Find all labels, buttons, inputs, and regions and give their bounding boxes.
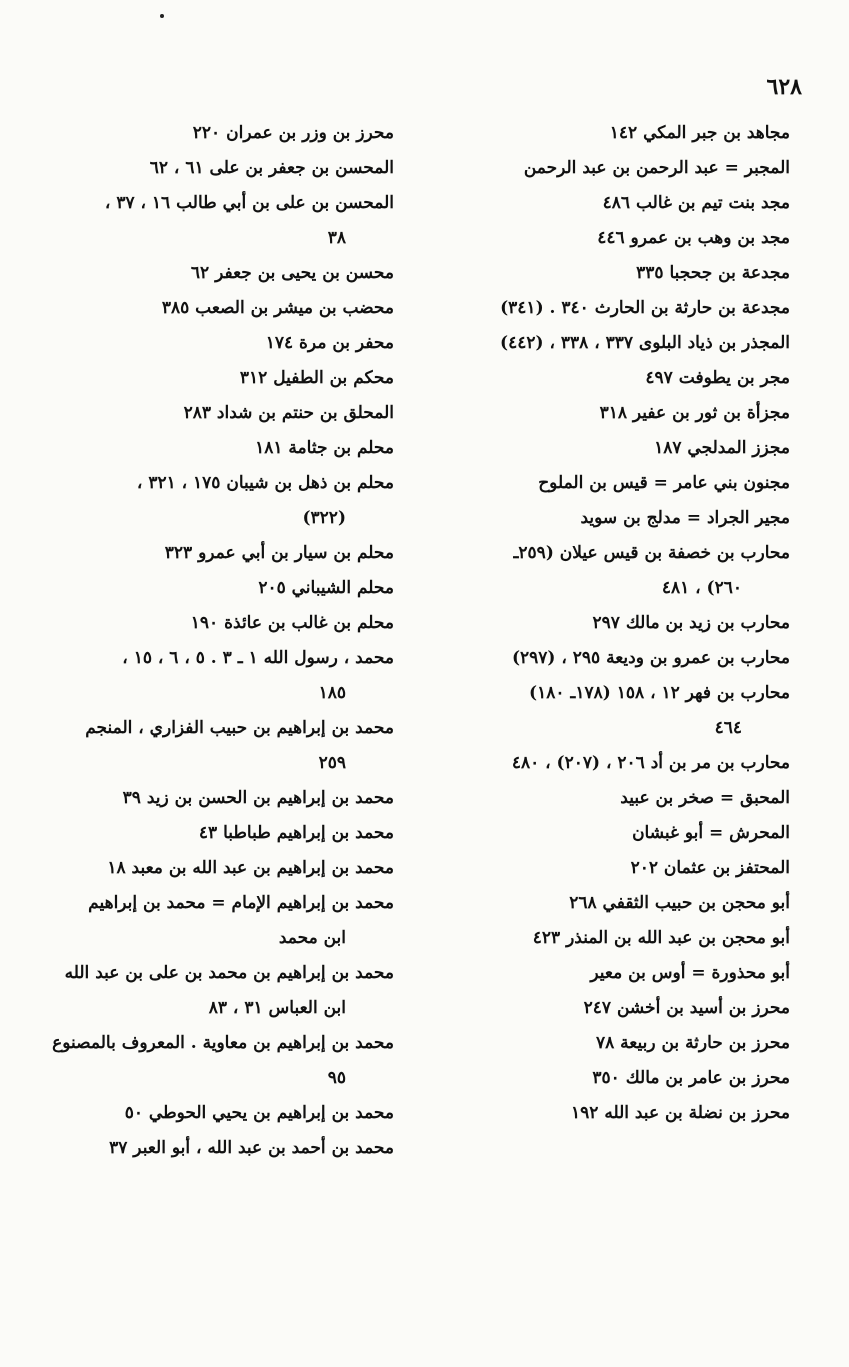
index-entry: محسن بن يحيى بن جعفر ٦٢: [190, 263, 394, 283]
index-entry: مجزأة بن ثور بن عفير ٣١٨: [599, 403, 790, 423]
index-entry: المحلق بن حنتم بن شداد ٢٨٣: [183, 403, 394, 423]
print-speck: [160, 14, 164, 18]
index-entry: محارب بن مر بن أد ٢٠٦ ، (٢٠٧) ، ٤٨٠: [511, 753, 790, 773]
index-entry-continuation: ابن محمد: [278, 928, 346, 948]
index-entry: محلم بن جثامة ١٨١: [255, 438, 394, 458]
index-entry-continuation: ٤٦٤: [714, 718, 742, 738]
index-entry: محارب بن فهر ١٢ ، ١٥٨ (١٧٨ـ ١٨٠): [529, 683, 790, 703]
page-number: ٦٢٨: [766, 74, 802, 100]
index-entry: أبو محذورة = أوس بن معير: [590, 963, 790, 983]
index-column-right: [464, 116, 790, 1131]
index-entry: محارب بن زيد بن مالك ٢٩٧: [592, 613, 790, 633]
index-entry: محمد بن إبراهيم بن حبيب الفزاري ، المنجم: [85, 718, 394, 738]
index-entry-continuation: ٢٥٩: [318, 753, 346, 773]
index-entry-continuation: ٩٥: [327, 1068, 346, 1088]
index-entry-continuation: ٣٨: [327, 228, 346, 248]
index-entry: المجذر بن ذياد البلوى ٣٣٧ ، ٣٣٨ ، (٤٤٢): [500, 333, 790, 353]
index-column-left: [52, 116, 394, 1166]
index-entry: مجد بن وهب بن عمرو ٤٤٦: [597, 228, 790, 248]
index-entry: محمد بن إبراهيم بن يحيي الحوطي ٥٠: [124, 1103, 394, 1123]
index-entry: محلم بن غالب بن عائذة ١٩٠: [190, 613, 394, 633]
index-entry: مجد بنت تيم بن غالب ٤٨٦: [602, 193, 790, 213]
index-entry: محلم بن ذهل بن شيبان ١٧٥ ، ٣٢١ ،: [136, 473, 394, 493]
index-entry: أبو محجن بن عبد الله بن المنذر ٤٢٣: [532, 928, 790, 948]
index-entry: مجنون بني عامر = قيس بن الملوح: [538, 473, 790, 493]
index-entry: مجير الجراد = مدلج بن سويد: [580, 508, 790, 528]
index-entry: محمد بن إبراهيم الإمام = محمد بن إبراهيم: [88, 893, 394, 913]
index-entry: المحتفز بن عثمان ٢٠٢: [630, 858, 790, 878]
index-entry: محارب بن خصفة بن قيس عيلان (٢٥٩ـ: [513, 543, 790, 563]
index-entry: مجاهد بن جبر المكي ١٤٢: [609, 123, 790, 143]
index-entry: محضب بن ميشر بن الصعب ٣٨٥: [161, 298, 394, 318]
index-entry: مجدعة بن حارثة بن الحارث ٣٤٠ . (٣٤١): [500, 298, 790, 318]
index-entry: محرز بن وزر بن عمران ٢٢٠: [192, 123, 394, 143]
index-entry: المحبق = صخر بن عبيد: [620, 788, 790, 808]
index-entry: محمد بن إبراهيم بن عبد الله بن معبد ١٨: [107, 858, 394, 878]
index-entry: محرز بن نضلة بن عبد الله ١٩٢: [571, 1103, 790, 1123]
index-entry: محمد ، رسول الله ١ ـ ٣ . ٥ ، ٦ ، ١٥ ،: [122, 648, 394, 668]
index-entry-continuation: ١٨٥: [318, 683, 346, 703]
index-entry: مجدعة بن جحجبا ٣٣٥: [636, 263, 790, 283]
index-entry: محرز بن عامر بن مالك ٣٥٠: [592, 1068, 790, 1088]
index-entry-continuation: ٢٦٠) ، ٤٨١: [661, 578, 742, 598]
index-entry: محفر بن مرة ١٧٤: [265, 333, 394, 353]
index-entry: محمد بن إبراهيم بن محمد بن على بن عبد الله: [64, 963, 394, 983]
index-entry: محرز بن أسيد بن أخشن ٢٤٧: [583, 998, 790, 1018]
index-entry: المحسن بن جعفر بن على ٦١ ، ٦٢: [149, 158, 394, 178]
index-entry: محرز بن حارثة بن ربيعة ٧٨: [595, 1033, 790, 1053]
index-entry: محلم بن سيار بن أبي عمرو ٣٢٣: [164, 543, 394, 563]
index-entry: مجر بن يطوفت ٤٩٧: [645, 368, 790, 388]
index-entry: محارب بن عمرو بن وديعة ٢٩٥ ، (٢٩٧): [511, 648, 790, 668]
index-entry: محمد بن إبراهيم طباطبا ٤٣: [198, 823, 394, 843]
index-entry-continuation: ابن العباس ٣١ ، ٨٣: [208, 998, 346, 1018]
index-entry: أبو محجن بن حبيب الثقفي ٢٦٨: [569, 893, 790, 913]
index-entry: محمد بن إبراهيم بن معاوية . المعروف بالمصنوع: [52, 1033, 394, 1053]
index-entry: محكم بن الطفيل ٣١٢: [239, 368, 394, 388]
index-entry: المجبر = عبد الرحمن بن عبد الرحمن: [523, 158, 790, 178]
index-entry: محلم الشيباني ٢٠٥: [258, 578, 394, 598]
index-entry: مجزز المدلجي ١٨٧: [654, 438, 790, 458]
index-entry: محمد بن إبراهيم بن الحسن بن زيد ٣٩: [122, 788, 394, 808]
index-entry-continuation: (٣٢٢): [302, 508, 346, 528]
index-entry: محمد بن أحمد بن عبد الله ، أبو العبر ٣٧: [109, 1138, 394, 1158]
index-entry: المحسن بن على بن أبي طالب ١٦ ، ٣٧ ،: [104, 193, 394, 213]
index-entry: المحرش = أبو غبشان: [632, 823, 790, 843]
